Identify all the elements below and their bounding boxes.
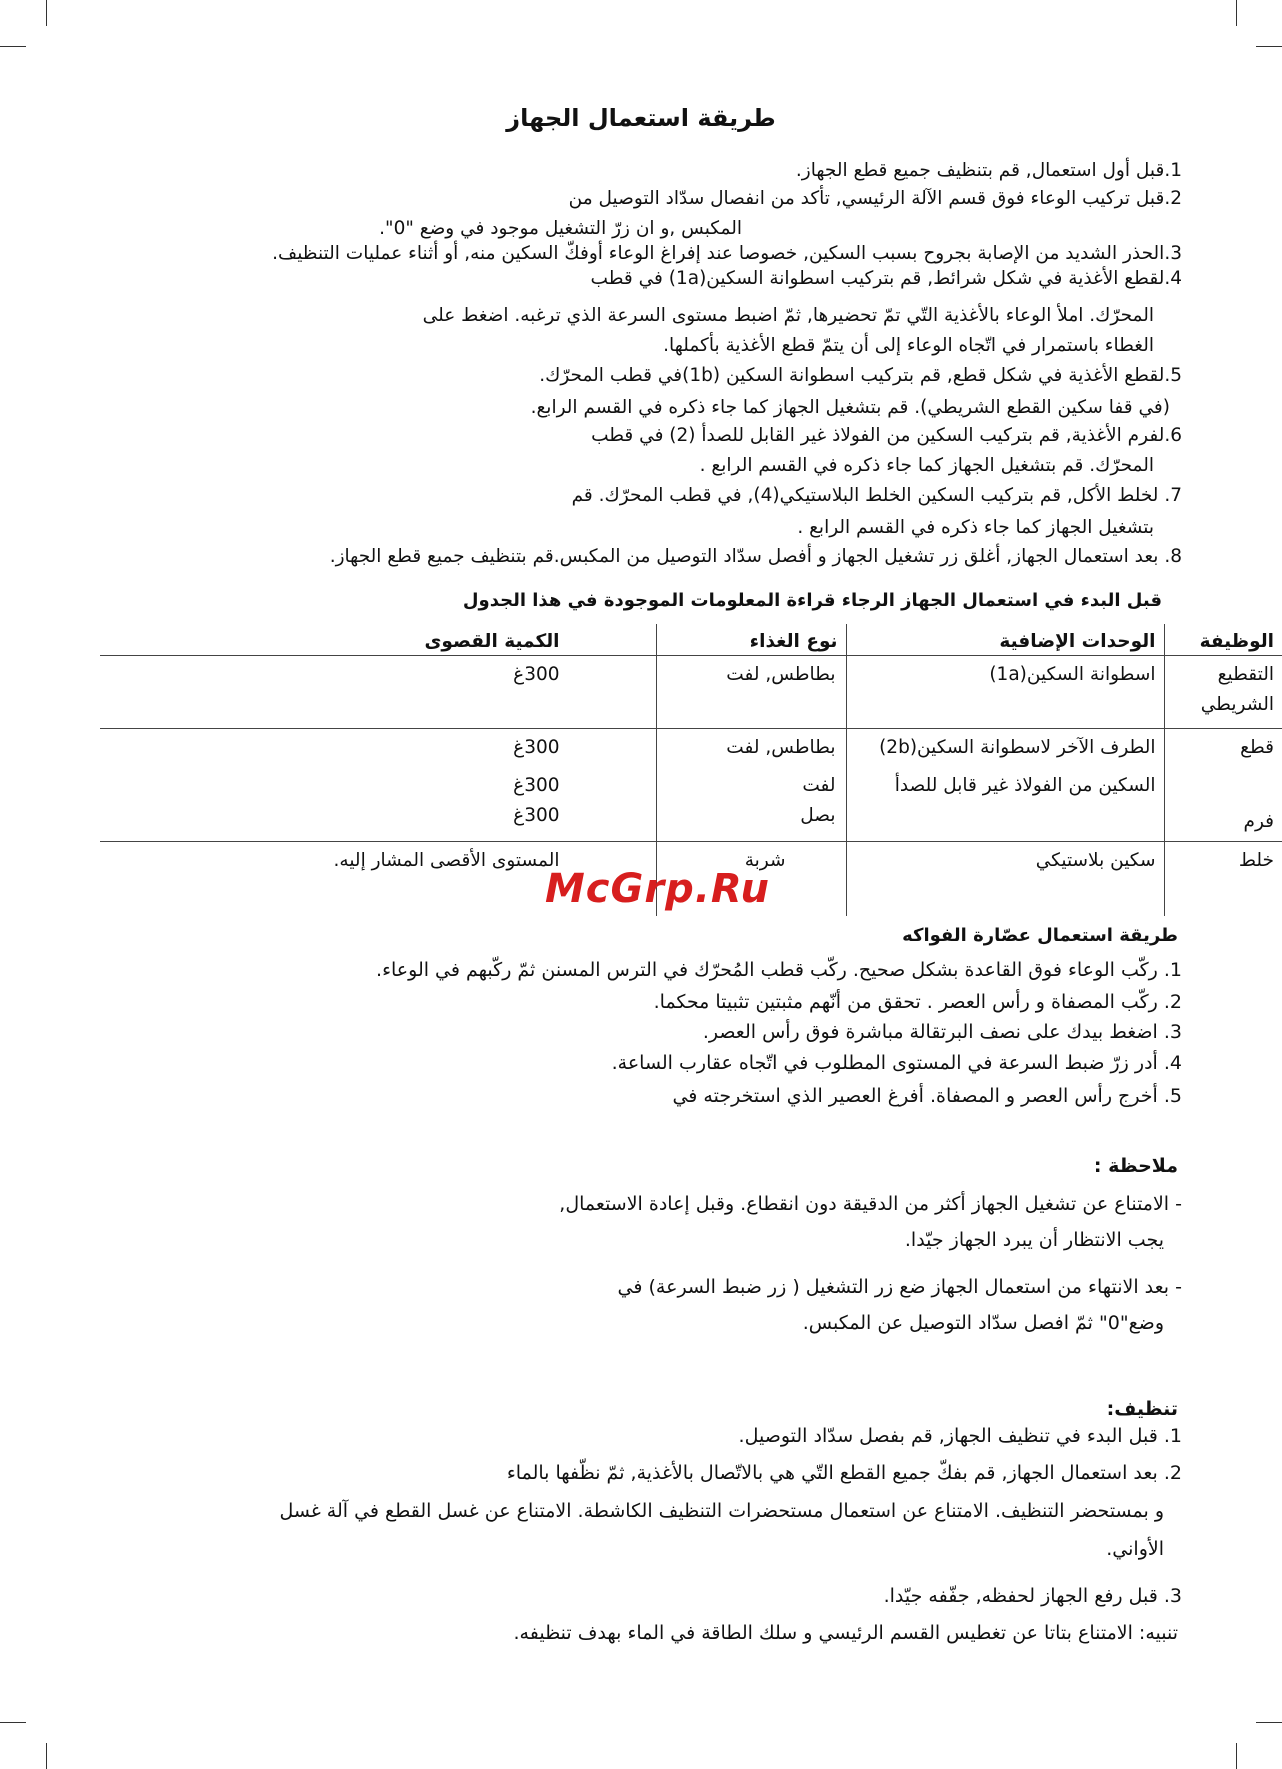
juicer-step: 1. ركّب الوعاء فوق القاعدة بشكل صحيح. ركّب قطب المُحرّك في الترس المسنن ثمّ ركّبهم في الوعاء. [376,959,1182,981]
cell-qty: 300غ [100,729,656,768]
table-row [100,767,1282,842]
step-line: 6.لفرم الأغذية, قم بتركيب السكين من الفولاذ غير القابل للصدأ (2) في قطب [591,425,1182,446]
cleaning-line: 1. قبل البدء في تنظيف الجهاز, قم بفصل سدّاد التوصيل. [738,1425,1182,1447]
cell-unit: السكين من الفولاذ غير قابل للصدأ [846,767,1164,842]
table-header-row [100,624,1282,656]
table-row [100,656,1282,729]
header-unit: الوحدات الإضافية [846,624,1164,656]
cell-food [656,767,846,842]
cell-qty [100,767,656,842]
qty-item: 300غ [513,805,560,826]
cleaning-warning: تنبيه: الامتناع بتاتا عن تغطيس القسم الرئيسي و سلك الطاقة في الماء بهدف تنظيفه. [513,1622,1178,1644]
cell-function: قطع [1240,737,1274,758]
cell-qty: 300غ [100,656,656,729]
step-line: بتشغيل الجهاز كما جاء ذكره في القسم الرابع . [797,517,1154,538]
step-line: 3.الحذر الشديد من الإصابة بجروح بسبب السكين, خصوصا عند إفراغ الوعاء أوفكّ السكين منه, أو أثناء عمليات التنظيف. [272,243,1182,264]
cell-function: خلط [1238,850,1274,871]
header-food: نوع الغذاء [656,624,846,656]
qty-item: 300غ [513,775,560,796]
step-line: الغطاء باستمرار في اتّجاه الوعاء إلى أن يتمّ قطع الأغذية بأكملها. [663,335,1154,356]
note-line: يجب الانتظار أن يبرد الجهاز جيّدا. [904,1229,1164,1251]
cell-food: شربة [656,842,846,917]
step-line: 4.لقطع الأغذية في شكل شرائط, قم بتركيب اسطوانة السكين(1a) في قطب [590,268,1182,289]
cell-food: بطاطس, لفت [656,729,846,768]
table-heading: قبل البدء في استعمال الجهاز الرجاء قراءة المعلومات الموجودة في هذا الجدول [462,590,1162,611]
juicer-step: 5. أخرج رأس العصر و المصفاة. أفرغ العصير الذي استخرجته في [672,1085,1182,1107]
cell-unit: الطرف الآخر لاسطوانة السكين(2b) [846,729,1164,768]
note-line: وضع"0" ثمّ افصل سدّاد التوصيل عن المكبس. [802,1312,1164,1334]
cleaning-line: 3. قبل رفع الجهاز لحفظه, جفّفه جيّدا. [883,1585,1182,1607]
step-line: المكبس ,و ان زرّ التشغيل موجود في وضع "0". [379,218,742,239]
step-line: (في قفا سكين القطع الشريطي). قم بتشغيل الجهاز كما جاء ذكره في القسم الرابع. [530,397,1170,418]
food-item: بصل [800,805,836,826]
juicer-step: 2. ركّب المصفاة و رأس العصر . تحقق من أنّهم مثبتين تثبيتا محكما. [653,991,1182,1013]
note-heading: ملاحظة : [1093,1155,1178,1177]
cleaning-heading: تنظيف: [1106,1398,1178,1420]
step-line: المحرّك. قم بتشغيل الجهاز كما جاء ذكره في القسم الرابع . [699,455,1154,476]
step-line: 5.لقطع الأغذية في شكل قطع, قم بتركيب اسطوانة السكين (1b)في قطب المحرّك. [539,365,1182,386]
page-title: طريقة استعمال الجهاز [506,104,776,132]
step-line: المحرّك. املأ الوعاء بالأغذية التّي تمّ تحضيرها, ثمّ اضبط مستوى السرعة الذي ترغبه. اضغط على [422,305,1154,326]
step-line: 7. لخلط الأكل, قم بتركيب السكين الخلط البلاستيكي(4), في قطب المحرّك. قم [571,485,1182,506]
juicer-heading: طريقة استعمال عصّارة الفواكه [902,925,1178,946]
juicer-step: 4. أدر زرّ ضبط السرعة في المستوى المطلوب في اتّجاه عقارب الساعة. [611,1052,1182,1074]
cleaning-line: 2. بعد استعمال الجهاز, قم بفكّ جميع القطع التّي هي بالاتّصال بالأغذية, ثمّ نظّفها بالماء [506,1462,1182,1484]
table-row [100,729,1282,768]
step-line: 2.قبل تركيب الوعاء فوق قسم الآلة الرئيسي, تأكد من انفصال سدّاد التوصيل من [568,188,1182,209]
cell-unit: سكين بلاستيكي [846,842,1164,917]
cell-unit: اسطوانة السكين(1a) [846,656,1164,729]
food-item: لفت [802,775,836,796]
step-line: 8. بعد استعمال الجهاز, أغلق زر تشغيل الجهاز و أفصل سدّاد التوصيل من المكبس.قم بتنظيف جميع قطع الجهاز. [329,546,1182,567]
note-line: - الامتناع عن تشغيل الجهاز أكثر من الدقيقة دون انقطاع. وقبل إعادة الاستعمال, [559,1193,1182,1215]
cell-function: فرم [1164,767,1282,842]
cell-food: بطاطس, لفت [656,656,846,729]
step-line: 1.قبل أول استعمال, قم بتنظيف جميع قطع الجهاز. [795,160,1182,181]
header-qty: الكمية القصوى [100,624,656,656]
note-line: - بعد الانتهاء من استعمال الجهاز ضع زر التشغيل ( زر ضبط السرعة) في [617,1276,1182,1298]
cell-function: التقطيع الشريطي [1164,656,1282,729]
cleaning-line: الأواني. [1106,1538,1164,1560]
juicer-step: 3. اضغط بيدك على نصف البرتقالة مباشرة فوق رأس العصر. [702,1021,1182,1043]
qty-note: المستوى الأقصى المشار إليه. [333,850,560,871]
watermark: McGrp.Ru [545,866,770,912]
cleaning-line: و بمستحضر التنظيف. الامتناع عن استعمال مستحضرات التنظيف الكاشطة. الامتناع عن غسل القطع في آلة غسل [279,1500,1164,1522]
header-function: الوظيفة [1164,624,1282,656]
